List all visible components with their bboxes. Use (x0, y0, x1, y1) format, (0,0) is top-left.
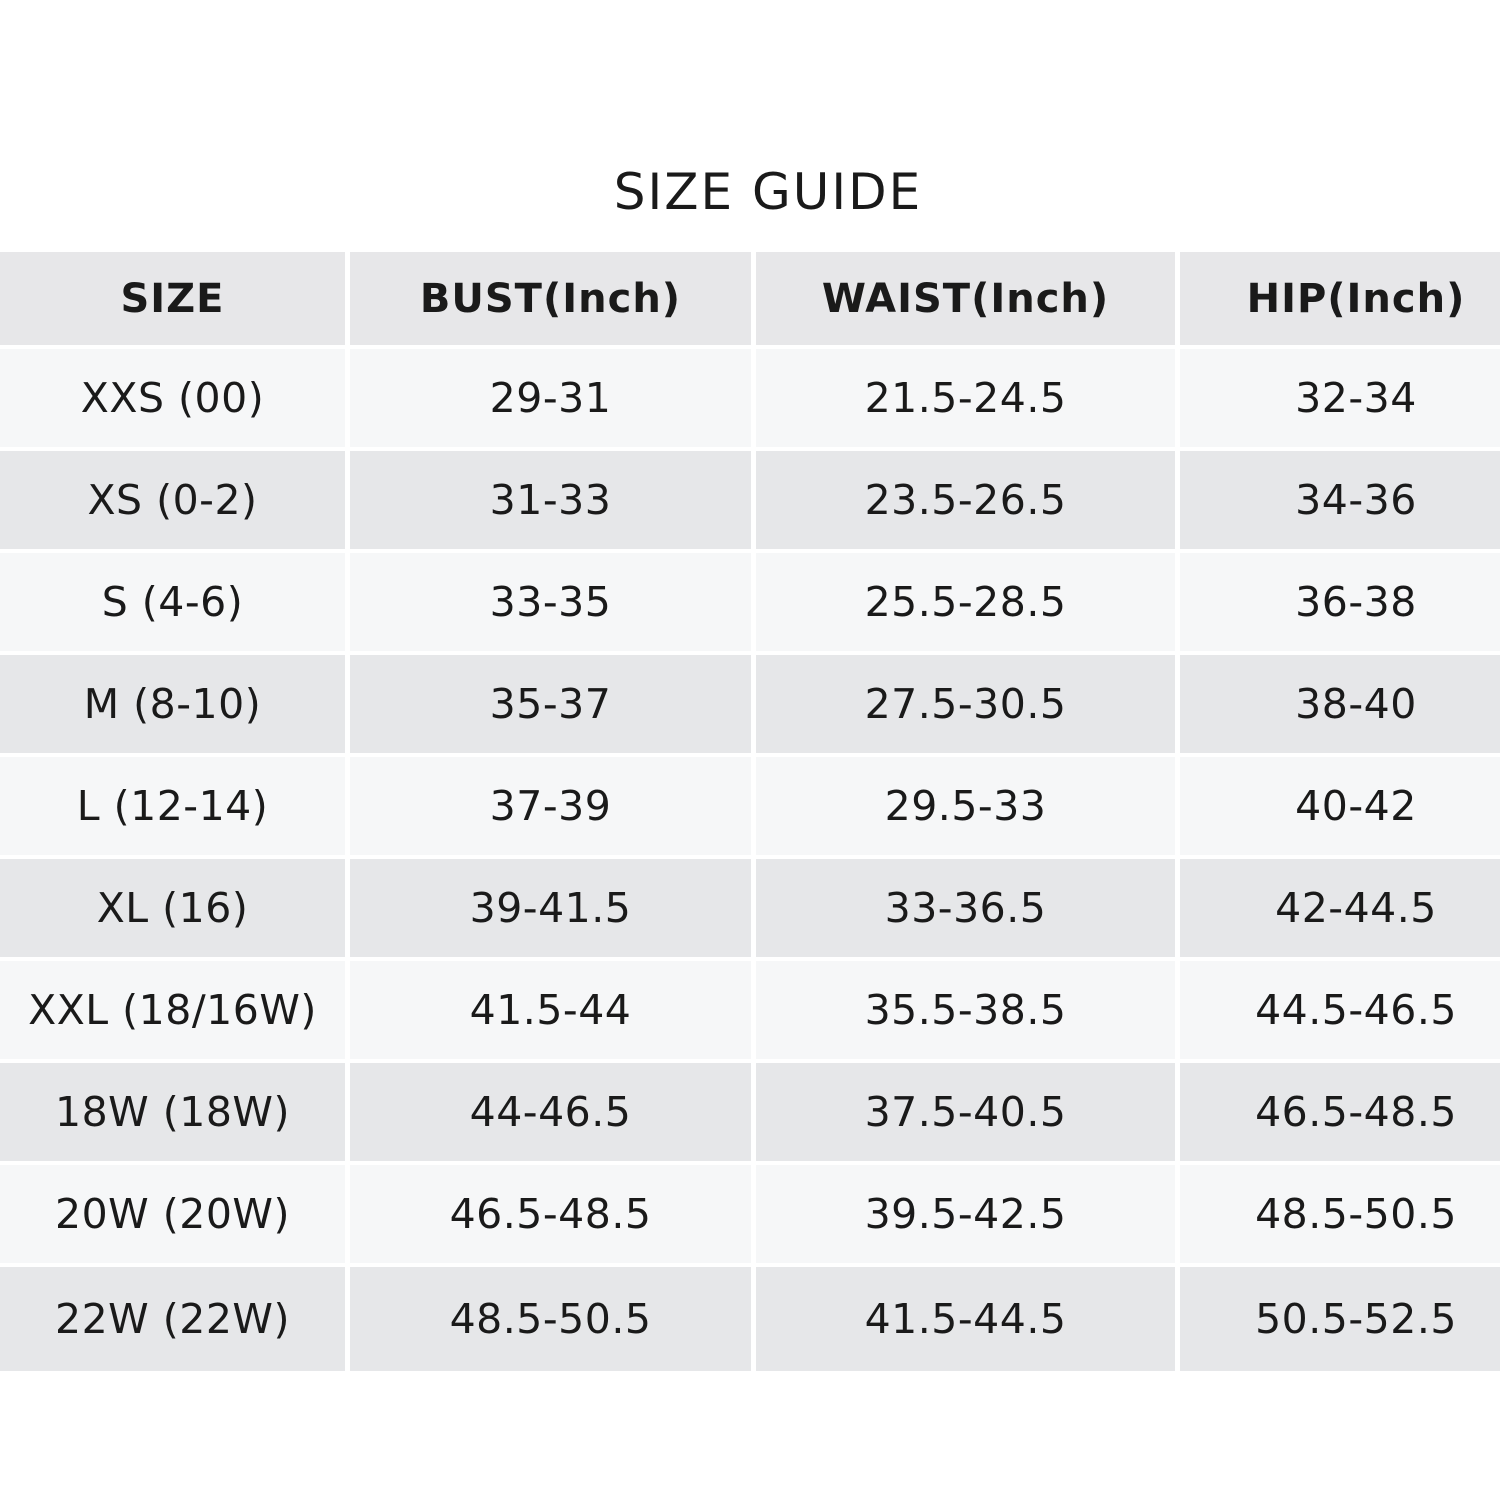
bust-cell: 29-31 (350, 349, 756, 451)
size-cell: 22W (22W) (0, 1267, 350, 1371)
table-row (0, 655, 1500, 757)
waist-cell: 35.5-38.5 (756, 961, 1180, 1063)
table-row (0, 349, 1500, 451)
size-cell: XL (16) (0, 859, 350, 961)
table-row (0, 859, 1500, 961)
bust-cell: 31-33 (350, 451, 756, 553)
size-cell: S (4-6) (0, 553, 350, 655)
table-row (0, 961, 1500, 1063)
bust-cell: 41.5-44 (350, 961, 756, 1063)
hip-cell: 34-36 (1180, 451, 1500, 553)
hip-cell: 36-38 (1180, 553, 1500, 655)
table-row (0, 553, 1500, 655)
size-cell: L (12-14) (0, 757, 350, 859)
waist-cell: 23.5-26.5 (756, 451, 1180, 553)
waist-cell: 25.5-28.5 (756, 553, 1180, 655)
bust-cell: 35-37 (350, 655, 756, 757)
waist-cell: 39.5-42.5 (756, 1165, 1180, 1267)
size-cell: XXS (00) (0, 349, 350, 451)
hip-cell: 48.5-50.5 (1180, 1165, 1500, 1267)
hip-cell: 38-40 (1180, 655, 1500, 757)
size-guide-table (0, 252, 1500, 1371)
size-cell: XXL (18/16W) (0, 961, 350, 1063)
waist-cell: 33-36.5 (756, 859, 1180, 961)
size-cell: 18W (18W) (0, 1063, 350, 1165)
table-header-row (0, 252, 1500, 349)
hip-cell: 42-44.5 (1180, 859, 1500, 961)
hip-cell: 32-34 (1180, 349, 1500, 451)
size-cell: 20W (20W) (0, 1165, 350, 1267)
header-size: SIZE (0, 252, 350, 349)
bust-cell: 39-41.5 (350, 859, 756, 961)
table-row (0, 451, 1500, 553)
bust-cell: 46.5-48.5 (350, 1165, 756, 1267)
hip-cell: 40-42 (1180, 757, 1500, 859)
header-hip: HIP(Inch) (1180, 252, 1500, 349)
hip-cell: 50.5-52.5 (1180, 1267, 1500, 1371)
waist-cell: 21.5-24.5 (756, 349, 1180, 451)
table-row (0, 757, 1500, 859)
table-row (0, 1063, 1500, 1165)
bust-cell: 44-46.5 (350, 1063, 756, 1165)
waist-cell: 29.5-33 (756, 757, 1180, 859)
hip-cell: 46.5-48.5 (1180, 1063, 1500, 1165)
bust-cell: 37-39 (350, 757, 756, 859)
header-bust: BUST(Inch) (350, 252, 756, 349)
hip-cell: 44.5-46.5 (1180, 961, 1500, 1063)
bust-cell: 33-35 (350, 553, 756, 655)
waist-cell: 41.5-44.5 (756, 1267, 1180, 1371)
waist-cell: 37.5-40.5 (756, 1063, 1180, 1165)
bust-cell: 48.5-50.5 (350, 1267, 756, 1371)
header-waist: WAIST(Inch) (756, 252, 1180, 349)
size-cell: M (8-10) (0, 655, 350, 757)
table-row (0, 1165, 1500, 1267)
table-row (0, 1267, 1500, 1371)
size-cell: XS (0-2) (0, 451, 350, 553)
waist-cell: 27.5-30.5 (756, 655, 1180, 757)
page-title: SIZE GUIDE (613, 163, 923, 221)
